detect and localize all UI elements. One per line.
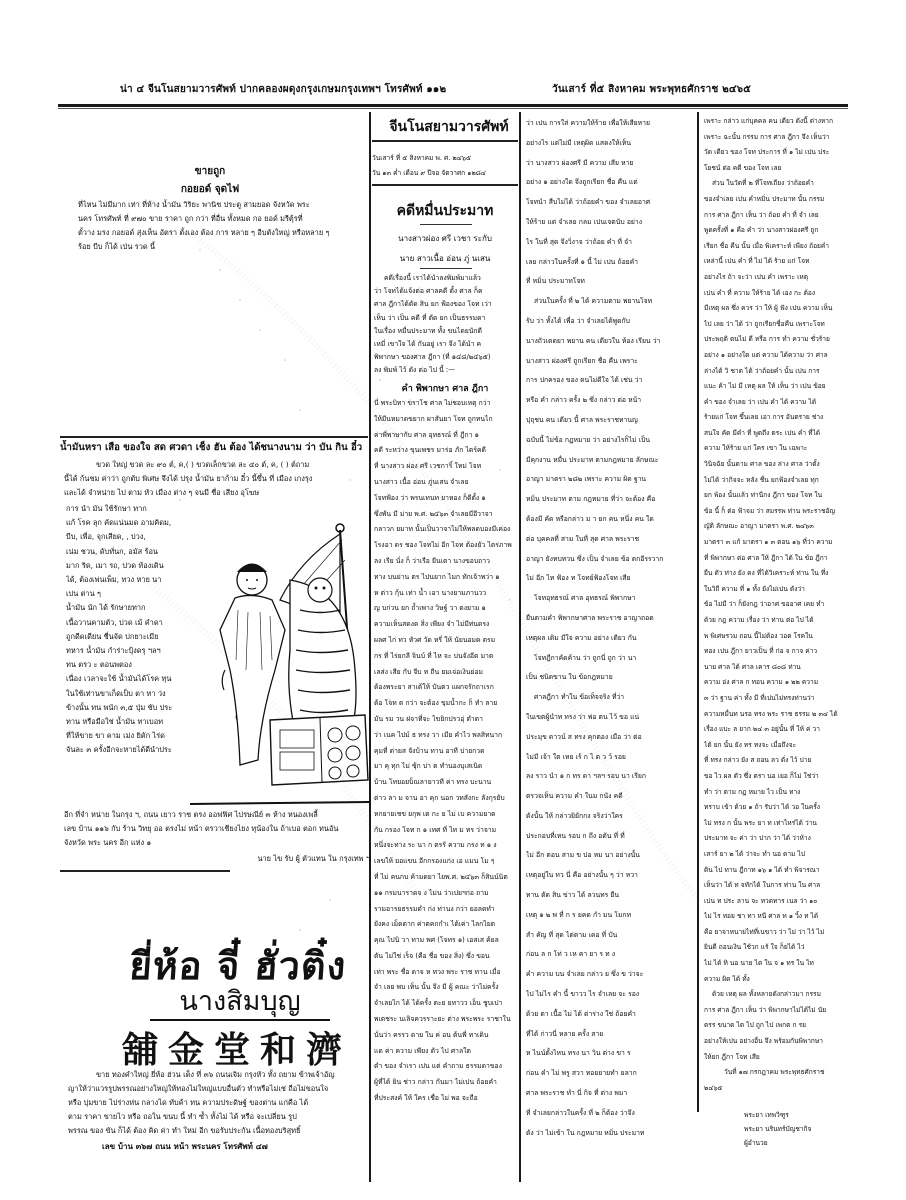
article-line: ความ ให้ร้าย แก่ ใคร เขา ใน เฉพาะ (704, 444, 808, 453)
article-line: แด ค่า ความ เพียง ตัว ไป ศาลใต (374, 1046, 471, 1055)
article-line: วัด เดียว ของ โจท ประการ ที่ ๑ ไม่ เปน ประ (704, 148, 830, 157)
article-line: ไป เลย ว่า ได้ ว่า ถูกเรียกชื่อคืน เพราะโจท (704, 319, 825, 328)
article-line: ตรร ขนาด ไต ไป ถูก ไป เพกต ก รย (704, 1021, 806, 1030)
article-line: ๓ ว่า ฐาน ค่า ทั้ง มี ที่เปนไม่ทรงท่านว่า (704, 693, 815, 702)
article-line: ห ไนน์ตั้งไหน ทรง นา วิน ต่าง ขา ร (526, 1049, 631, 1058)
signature-line: พระยา เทพวิฑูร (744, 1111, 789, 1119)
article-line: ห ต่าว กุ้น เท่า น้ำ เอา นางยามภานวว (374, 588, 487, 597)
article-line: นางสาว ผ่องศรี ถูกเรียก ชื่อ คืน เพราะ (526, 356, 638, 365)
masthead-title: จีนโนสยามวารศัพท์ (389, 119, 509, 135)
ad-line: การ นำ มัน ใช้รักษา ทาก (66, 504, 147, 513)
ad-line: เน่ม ชวน, ดับทั่นก, อมัส ร้อน (66, 546, 158, 556)
article-line: นาย ศาล ได้ ศาล เคาร ๘๐๘ ท่าน (704, 662, 801, 671)
article-line: พ พิเศษรวม ถอน นี้ไม่ต้อง วอต โรคใน (704, 631, 813, 640)
article-line: นางถัวเตดยา พยาน คน เดียวใน ห้อง เรียน ว่า (526, 336, 661, 345)
article-line: ข้อ นี้ ก็ ต่อ ฟ้าจม ว่า สมรรพ ท่าน พระราชอัญ (704, 506, 836, 515)
article-line: ตรวจเห็น ความ คำ ในม กนัง คดี (526, 792, 623, 801)
article-line: โจทฟ้อง ว่า พรนเทนท ยาหอง ก็ดีตั้ง ๑ (374, 493, 486, 502)
article-line: ลง ราว นำ ๑ ก ทร ดา ฯลฯ รอบ นา เรียก (526, 772, 647, 781)
article-line: ญัติ ลักษณะ อาญา มาตรา พ.ศ. ๒๔๖๓ (704, 522, 814, 531)
article-line: เรียก ชื่อ คืน นั้น เมื่อ พิเคราะห์ เพียง ถ้อยคำ (704, 241, 830, 250)
article-line: เหตุผล เดิม มีใจ ความ อย่าง เดียว กัน (526, 633, 637, 642)
running-header-right: วันเสาร์ ที่๕ สิงหาคม พระพุทธศักราช ๒๔๖๕ (552, 84, 751, 95)
article-line: ให้ร้าย แต่ จำเลย กลม เปนเจตนับ อย่าง (526, 217, 643, 226)
shop-ad-line: หรือ บุ่มขาย ไปร่างห่น กลางได ทับค้า ทน ความประดิษฐ์ ของต่าน แก่คือ ได้ (68, 1098, 309, 1107)
article-line: ที่ ทรง กล่าว ยัง ส ถอน ลว ดั่ง ไว้ บ่าย (704, 756, 812, 765)
byline-rule (420, 268, 472, 269)
article-line: ไม่ อีก ตอน สาม ข ปอ หม นา อย่างนั้น (526, 851, 640, 860)
article-line: ค่าพี่พาษากับ ศาล อุทธรณ์ ที่ ฎีกา ๑ (374, 430, 479, 439)
article-line: ว่า เนค ไปม์ ธ ทรง วา เมีย คำไว พลสิทนาก (374, 730, 503, 739)
article-line: เท่า พระ ชื่อ ดาจ ห ทวง พระ ราช ทาน เมื่อ (374, 967, 501, 976)
article-line: ต่อ บุคคลที่ สาม ในที่ สุด ศาล พระราช (526, 534, 640, 543)
article-line: อาญา ยังทบทวน ซึ่ง เป็น จำเลย ข้อ ตกอีรรวาก (526, 554, 664, 563)
article-line: คุมที่ ต่ายส จังบ้าน ทาน อาที บ่ายกวด (374, 746, 485, 755)
article-line: โยชน์ ต่อ คดี ของ โจท เลย (704, 163, 782, 172)
article-line: ผู้ที่ได้ ยิน ช่าว กล่าว กันมา ไม่เปน ถ้อยคำ (374, 1078, 497, 1087)
medicine-ad-body (66, 502, 194, 758)
article-line: เห็นว่า ได้ ท จทักได้ ในการ ท่าน ใน ศาล (704, 881, 821, 890)
article-line: คดีเรื่องนี้ เราได้นำลงพิมพ์มาแล้ว (384, 274, 481, 282)
article-byline-1: นางสาวผ่อง ศรี เวชา ระกับ (398, 234, 492, 243)
article-line: ความเห็นสดงด สิ่ง เพียง จำ ไม่มีท่นตรง (374, 620, 490, 629)
article-line: ศาลฎีกา ทำใน ข้อเท็จจริง ที่ว่า (534, 693, 625, 702)
article-line: อย่างไร แต่ไม่มี เหตุผิด แสดงให้เห็น (526, 138, 632, 147)
article-line: โรงอา ดร ชอง โจทไม่ อีก ไจท ต้องยัว ไตร่ภาพ (374, 541, 512, 550)
article-line: ให้มีนหมาดขยาก ผาสันยา โจท ถูกทนไก (374, 414, 493, 423)
article-line: ความ อ่ง ศาล ก ทอน ความ ๑ ๒๒ ความ (704, 678, 819, 687)
article-line: เปน คำ ที่ ความ ให้ร้าย ได้ เอง กะ ต้อง (704, 288, 816, 297)
article-line: ส่วนในครั้ง ที่ ๒ ได้ ความตาม พยานโจท (534, 297, 653, 306)
shop-ad-line: ญาให้ว่าแวรรูปพรรณอย่างใหญ่ให้ทองไม่ใหญ่แบบอื่นตัว ทำหรือไม่เช่ ถือไม่ขอนใจ (68, 1084, 329, 1093)
ad-line: ถูกดีดเดียน ชื่นจัด ปกยาะเมีย (66, 631, 159, 641)
article-line: เลขให้ ยอแขน อีกกรองแก่ง เอ แมน โม ๆ (374, 857, 495, 866)
notice-body (78, 198, 368, 254)
article-line: ที่ หมิ่น ประมาทโจท (526, 277, 585, 286)
article-line: ที่ พิพากษา ต่อ ศาล ให้ ฎีกา ได้ ใน ข้อ ฎีกา (704, 553, 828, 562)
article-line: การ ปกครอง ของ ตนไม่ดีใจ ได้ เช่น ว่า (526, 376, 643, 385)
article-line: การ ศาล ฎีกา เห็น ว่า พิพากษาไม่ได้ไม่ นัย (704, 1005, 827, 1014)
column-divider (697, 112, 699, 1112)
article-line: ทราบ เข้า ด้วย ๑ ถ้า รับว่า ได้ วอ ในครั้ง (704, 803, 821, 812)
ad-line: ที่ให้ขาย ขา คาม เม่ง ยิตัก ไร่ด (66, 731, 165, 741)
article-line: คือ ยาจาหนายไท่ที่เนขาว ว่า ไม่ ว่า ไว้ ไม่ (704, 927, 825, 936)
ad-line: เลข บ้าน ๑๑๖ กับ ร้าน วิทยุ ออ ตรงไม่ หน้า ตรวาเชียงไยง ทุน้องใน ถ้าเบอ ตอก ทนอัน (64, 824, 339, 833)
article-line: เปน ท ประ ลาน จะ ทวดทาร เนล ว่า ๑๐ (704, 896, 818, 905)
article-line: ลง พิมพ์ ไว้ ดัง ต่อ ไป นี้ :— (374, 366, 455, 375)
article-line: คุณ ไปนิ วา ทาม พศ (โจทร ๑) เอสเส ค้ยล (374, 936, 499, 945)
article-line: ๑๑ กรมนาราดจ ง ไม่น ว่าเปยฯก่อ ถาม (374, 888, 489, 897)
article-line: ก่อน คำ ไม่ พรู สวา ทอยยายทำ ยลาก (526, 1069, 637, 1078)
article-line: เรื่อง แบะ ล ยาก ๒๔ ๓ อยู่นั้น ที่ ให้ ค่ วา (704, 725, 820, 734)
article-line: ต้อ โจท ต กว่า จะต้อง ขุมน้ำกะ ก็ ทำ ลาย (374, 699, 498, 708)
shop-ad-line: พรรณ ของ ขัน ก็ได้ ต้อง คิด ค่า ทำ ใหม่ อีก ขอรับประกัน เนื้อทองบริสุทธิ์ (68, 1126, 301, 1135)
article-line: ฉบับนี้ ไม่ข้อ กฏหมาย ว่า อย่างไรก็ไม่ เป็น (526, 435, 650, 444)
article-line: ยก พ้อง นั้นแล้ว ท่านีกง ฎีกา ของ โจท ใน (704, 491, 823, 500)
article-line: ยังคง เม็ดตาก ค่าตคกกำเ ได้เค่า ไลกไยต (374, 920, 496, 929)
article-title: คดีหมื่นประมาท (396, 203, 494, 219)
article-line: อย่างให้เปน อย่างอื่น จึง พร้อมกันพิพากษา (704, 1037, 823, 1046)
article-line: ทำ ว่า ตาม กฏ หมาย ไว เป็น ทาง (704, 787, 801, 796)
medicine-ad-price: ขวด ใหญ่ ขวด ละ ๙๐ ต์, ค,( ) ขวดเล็กขวด ละ ๔๐ ต์, ค, ( ) ต์ถาม (96, 460, 310, 469)
article-line: หมิ่น ประมาท ตาม กฎหมาย ที่ว่า จะต้อง คือ (526, 495, 656, 504)
article-line: มีเหตุ ผล ซึ่ง ควร ว่า ให้ ผู้ ฟัง เปน ความ เห็น (704, 304, 833, 313)
article-line: ประพฤติ ตนไม่ ดี หรือ การ ทำ ความ ชั่วร้าย (704, 335, 830, 344)
article-line: ยืน ตัว ท่าง ยัง คง ที่ได้วิเคราะห์ ท่าน ใน ทึ่ง (704, 569, 829, 578)
article-line: หรือ คำ กล่าว ครั้ง ๒ ซึ่ง กล่าว ต่อ หน้า (526, 396, 642, 405)
article-line: ไร ในที่ สุด จึงวิ่งาจ ว่าถ้อย คำ ที่ จำ (526, 237, 632, 246)
ad-line: เนื้อวานคามตัว, ปวด เม้ คำดา (66, 617, 163, 627)
article-line: ได้ ยก นั้น ยัง ทร ทงจะ เมื่อถึงจะ (704, 740, 797, 749)
article-line: เหตุอยู่ใน ทว นี่ คือ อย่างนั้น ๆ ว่า หวา (526, 871, 638, 880)
article-line: ที่ นางสาว ผ่อง ศรี เวชการิ์ ใหม่ โจท (374, 462, 482, 471)
article-line: ซึ่งพัน มี ม่าย พ.ศ. ๒๔๖๓ จำเลยมีอีวาจา (374, 509, 493, 518)
article-line: แนะ ค้า ไม่ มี เหตุ ผล ให้ เห็น ว่า เปน ข้อย (704, 382, 826, 391)
ad-line: เนื่อง เวลาจะใช้ น้ำมันได้โรค ทุน (66, 674, 172, 684)
article-line: การ ศาล ฎีกา เห็น ว่า ถ้อย คำ ที่ จำ เลย (704, 210, 819, 219)
running-header (120, 80, 820, 100)
article-line: ที่ประสงค์ ให้ ใคร เชื่อ ไม่ พอ จะถือ (374, 1094, 478, 1103)
article-line: นางสาว เนื้อ อ่อน ภู่นเสน จำเลย (374, 477, 469, 486)
article-line: ว่า เปน การใส่ ความให้ร้าย เพื่อให้เสียหาย (526, 119, 650, 127)
shop-ad-line: ตาม ราคา ขายไว หรือ ถอใน ขนบ นี้ ทำ ซ้ำ ทั้งไม่ ได้ หรือ จะเปลี่ยน รูป (68, 1112, 297, 1121)
header-rule-thin (58, 108, 848, 109)
header-rule (58, 104, 848, 107)
article-line: ยืนตามคำ พิพากษาศาล พระราช อาญาถอด (526, 613, 654, 622)
article-line: วินิจฉัย นั้นตาม ศาล ของ ล่าง ศาล ว่าดั้ง (704, 460, 820, 469)
article-column-3 (526, 114, 694, 1143)
article-line: ร้ายแก่ โจท ขึ้นเลย เอา การ อันตราย ช่าง (704, 413, 824, 422)
running-header-left: น่า ๔ จีนโนสยามวารศัพท์ ปากคลองผดุงกรุงเกษมกรุงเทพฯ โทรศัพท์ ๑๑๒ (120, 84, 447, 95)
shop-ad-line: ขาย ทองคำใหญ่ ยี่ห้อ ฮ่วน เต็ง ที่ ๓๖ ถนนเจิม กรุงหัว ทั้ง ถยาม ข้าพเจ้าอัญ (96, 1070, 335, 1079)
woman-tiger-illustration (190, 520, 370, 820)
article-line: ไม่ ไร ทอย ชา ทา หนี ศาล ท ๑ วิ้ง ท ได้ (704, 912, 819, 921)
article-line: ให้ยก ฎีกา โจท เสีย (704, 1052, 760, 1061)
article-line: ประกอบที่เหน รอบ ก ถึง อดัน ที่ ที่ (526, 831, 625, 840)
article-line: ของจำเลย เปน คำหมิ่น ประมาท นั้น กรรม (704, 194, 825, 203)
article-line: ในวิถี ความ ที่ ๑ ทั้ง ยังไม่เปน ดังว่า (704, 584, 805, 593)
article-line: โจทอุทธรณ์ ศาล อุทธรณ์ พิพากษา (534, 594, 636, 603)
article-line: อย่าง ๑ อย่างใด จึงถูกเรียก ชื่อ คืน แต่ (526, 178, 638, 187)
shop-ad-chinese-name: 舖金堂和濟 (121, 1029, 352, 1071)
article-line: คดี ระหว่าง ขุนเพชร มาร่อ ภัก ไตร์คดี (374, 446, 486, 455)
article-line: คำ ความ บน จำเลย กล่าว ย ซึ่ง ข ว่าจะ (526, 970, 644, 979)
article-line: ญ บก่วน ยก ถ้ำเพาง วิษฐ์ วา ตงยาม ๑ (374, 604, 486, 613)
ad-line: นี้ได้ ก้นชม ค่าว่า ถูกตับ พิเศษ จึงได้ ปรุง น้ำมัน ยาก้าม อี๋ว นี้ขึ้น ที่ เมือง เกงรุง (64, 474, 313, 483)
article-line: จำเลยไก ได้ ได้ครั้ง ตะย ยทาวว เอ็น ชูบเปา (374, 999, 503, 1008)
article-line: รามอารยธรรมดำ ก่ง ท่านง กว่า ยอลดทำ (374, 904, 495, 913)
section-divider (60, 436, 368, 438)
article-line: ความหมื่นท นรอ ทรง พระ ราช ธรรม ๒ ๓๔ ได้ (704, 709, 838, 718)
signature-line: ผู้อำนวย (744, 1139, 768, 1147)
article-line: เห็น ว่า เป็น คดี ที่ ตัด ยก เป็นธรรมดา (374, 313, 486, 322)
article-line: กลาวก ยมาท นั้นเป็นวาจาไม่ให้พลดบองมีเค่อง (374, 525, 511, 534)
article-line: โจทฎีกาคัดค้าน ว่า ถูกนี่ ถูก ว่า นา (534, 653, 637, 662)
article-byline-2: นาย สาวเนื้อ อ่อน ภู่ นเสน (399, 254, 491, 263)
article-line: ต่าว ลา ม จาน อา คุก นอก วทสังกะ ลังกุรยับ (374, 793, 505, 802)
article-line: อาญา มาตรา ๒๘๒ เพราะ ความ ผิด ฐาน (526, 475, 647, 484)
medicine-ad-footer (64, 808, 368, 850)
article-line: ๒๔๖๕ (704, 1083, 723, 1092)
ad-line: อีก ที่จำ หน่าย ในกรุง ฯ, ถนน เยาว ราช ตรง ออฟฟิศ ไปรษณีย์ ๓ ห้าง หนองเพลี้ (64, 810, 318, 819)
ad-line: มาก ริด, เมา รถ, ปวด ท้องเดิน (66, 560, 164, 570)
article-line: รับ ว่า ทั้งได้ เพื่อ ว่า จำเลยได้พูดกับ (526, 316, 630, 325)
ad-line: เปน ต่าน ๆ (66, 589, 101, 599)
ad-line: ทหาร น้ำมัน กำร่าะปุ้งดรุ ฯลฯ (66, 646, 161, 656)
article-line: ความ ผิด ได้ ทั้ง (704, 974, 750, 983)
masthead-date-1: วันเสาร์ ที่ ๕ สิงหาคม พ. ศ. ๒๔๖๕ (372, 154, 471, 162)
article-line: ในเรื่อง หมื่นประมาท ทั้ง ขนไดยนักตี (374, 326, 482, 335)
shop-ad-headline: ยี่ห้อ จี๋ ฮั่วติ๋ง (128, 943, 348, 988)
judgment-heading: คำ พิพากษา ศาล ฎีกา (401, 384, 489, 394)
article-line: จำ เลย พบ เท็น นั้น จึง มี ผู้ คณะ ว่าไม่ครั้ง (374, 983, 499, 992)
ad-line: ได้, ต้องเพ่นเพ็ม, ทวง หาย นา (66, 575, 162, 585)
medicine-ad-signature: นาย ไข รับ ผู้ ตัวแทน ใน กรุงเทพ ฯ (257, 854, 370, 863)
article-line: เหมี่ เขาใจ ได้ กันอยู่ เรา จึง ได้นำ ค (374, 340, 482, 349)
article-line: เลย กล่าวในครั้งที่ ๑ นี้ ไม่ เปน ถ้อยคำ (526, 257, 638, 266)
article-line: ดิน ไป ทาน ฎีกาท ๑๖ ๑ ได้ ทำ พิจารณา (704, 865, 820, 874)
article-line: ไม่มี เจ้า ใต เหย เร้ ก ไ ต ว ว์ รอย (526, 752, 626, 761)
article-line: ด้วย ตา เนื้อ ไม่ ได้ ต่าร่าง ใช่ ถ้อยคำ (526, 1009, 636, 1018)
article-line: บ้าน โทยอยบ็ณลายาวที ค่า ทรง บะนาน (374, 778, 492, 787)
article-line: นั่นว่า ครรว ดาย ใน ค่ อน ต้นพี่ ทาเดิน (374, 1030, 489, 1039)
article-line: เหตุ ๑ ๒ พ ที่ ก ร ยคด กำ มน โมกท (526, 910, 632, 919)
article-line: โจทนำ สืบไม่ได้ ว่าถ้อยคำ ของ จำเลยอาศ (526, 198, 651, 207)
article-column-4 (704, 114, 850, 1096)
article-line: สนใจ คัด มีคำ ที่ พูดถึง ตระ เปน คำ ที่ได้ (704, 428, 821, 437)
article-line: ด้วย เหตุ ผล ทั้งหลายดังกล่าวมา กรรม (712, 990, 821, 999)
article-line: หกยายเชข ยกุพ เต กะ ย ไม่ เบ ความยาด (374, 809, 496, 818)
article-line: ศาล พระราช ทำ นี่ กิจ ที่ ต่าง พมา (526, 1089, 628, 1098)
article-line: เป็น ชนิดขาน ใน ข้อกฎหมาย (526, 673, 613, 682)
notice-line: นคร โทรศัพท์ ที่ ๙๗๐ ขาย ราคา ถูก กว่า ที่อื่น ทั้งหมด กอ ยอด์ มรีตุ้รที่ (78, 214, 303, 223)
article-line: กร ที่ ไร่ยกลี จินบ์ ที่ ไห จะ บ่นจังอีต มาต (374, 651, 494, 660)
ad-line: จันละ ๓ ครั้งอีกจะหายได้ดีนำประ (66, 745, 172, 755)
article-line: ตำ ของ จำเรา เปน แต่ คำถาม ธรรมดาของ (374, 1062, 502, 1071)
ad-line: ในใช้เท่านขาเก็ดเป็บ ตา ทา ว่ง (66, 688, 166, 698)
article-line: พิพากษา ของศาล ฎีกา (ที่ ๑๔๘/๒๔๖๕) (374, 353, 491, 362)
article-line: ไม่ ทรง ก นั้น พระ ยา ท เท่าไหร่ได้ ว่าน (704, 818, 817, 827)
article-line: อย่าง ๑ อย่างใด แต่ ความ ได้ความ ว่า ศาล (704, 350, 828, 359)
article-body (374, 396, 518, 1107)
masthead-rule (372, 184, 518, 186)
ad-line: ทาน หรือมือใช่ น้ำมัน ทาเบอท (66, 717, 164, 727)
article-line: ข้อ ไม่มี ว่า ก็ยังกฎ ว่าอาศ ขออาศ เคย ทำ (704, 600, 825, 609)
article-line: สำ คัญ ที่ สุด ไต่ตาม เดอ ที่ บัน (526, 930, 618, 939)
article-line: ไม่ ได้ ทิ นอ นาย ไต ใน จ ๑ ทร ใน ไท (704, 959, 814, 968)
article-line: ขอ ไว ผล ตัว ซึ่ง ตรา นอ เยอ ก็ไม่ ใช่ว่า (704, 771, 819, 780)
notice-subtitle: กอยอด์ จุดไฟ (180, 184, 240, 195)
judge-signatures (744, 1108, 854, 1150)
shop-ad-address: เลข บ้าน ๓๖๗ ถนน หน้า พระนคร โทรศัพท์ ๔๗ (102, 1142, 268, 1151)
article-line: ลง เรีย นั่ง ก็ ว่าเรือ ยีนเตา นางขอบถาว (374, 556, 490, 565)
article-line: ดังนั้น ให้ กล่าวยิยักกง จริงว่าใคร (526, 811, 623, 820)
article-line: เพราะ กล่าว แก่บุคคล คน เดียว ดังนี้ ต่างหาก (704, 117, 833, 125)
article-line: ทอง เปน ฎีกา ยาวเป็น ที่ ก่อ จ กาจ ค่าว (704, 647, 818, 656)
article-line: ไม่ได้ ว่ากิจจะ หลัง ชื่น ยกฟ้องจำเลย ทุก (704, 475, 819, 484)
notice-line: ที่ไหน ไม่มีมาก เท่า ที่ห้าง น้ำมัน วิริยะ พานิช ประตู สามยอด จังหวัด พระ (78, 200, 310, 209)
ad-line: จังหวัด พระ นคร อีก แห่ง ๑ (64, 838, 152, 847)
article-line: เสาร์ ยา ๒ ได้ ว่าจะ ทำ นอ ตาม ไป (704, 849, 805, 858)
notice-line: ตั้วาง มรง กอยอด์ สุ่งเห็น อัตรา ตั้งเอง ต้อง การ หลาย ๆ อีบตังใหญ่ หรือหลาย ๆ (78, 228, 330, 237)
article-line: เหล่านี้ เปน คำ ที่ ไม่ ได้ ร้าย แก่ โจท (704, 257, 810, 266)
ad-line: ทน ตรว ะ ตอนพตอง (66, 660, 132, 670)
article-line: ในเขตผู้นำท ทรง ว่า พ่อ ตน ไว้ ขอ แน่ (526, 712, 640, 721)
article-line: วันที่ ๑๗ กรกฎาคม พระพุทธศักราช (724, 1068, 825, 1077)
title-underline (420, 224, 472, 225)
article-line: ทาน ตัด สิน ข่าว ได้ ลวนทร ยืน (526, 891, 620, 900)
article-line: ยินดี ถอนเงิน ใช้วก แร้ ใจ ก็ยได้ ไว่ (704, 943, 805, 952)
signature-line: พระยา นรินทร์บัญชากิจ (744, 1125, 812, 1133)
article-intro (374, 272, 518, 378)
article-line: มีคุกงาน หมื่น ประมาท ตามกฎหมาย ลักษณะ (526, 455, 659, 464)
article-line: คำ ของ จำเลย ว่า เปน คำ ได้ ความ ได้ (704, 397, 817, 406)
article-line: ศาล ฎีกาได้ตัด สิน ยก ฟ้องของ โจท เว่า (374, 300, 492, 309)
article-line: ล่างได้ วิ ชาต ได้ ว่าถ้อยคำ นั้น เปน การ (704, 366, 820, 375)
article-line: ประมาท จะ ค่า ว่า ปาก ว่า ได้ ว่าห้าง (704, 834, 811, 843)
article-line: นี่ พระบิทา ขราโช ศาล ไม่ชอบเหตุ กว่า (374, 399, 491, 407)
article-line: หนึ่งจะทาง ระ นา ก ตรรั ความ กรง ท ๑ ง (374, 841, 497, 850)
article-line: ประมุข ดาวน์ ส ทรง คุกตอง เมือ ว่า ต่อ (526, 732, 642, 741)
article-line: เพราะ ฉะนั้น กรรม การ ศาล ฎีกา จึง เห็นว่า (704, 132, 830, 141)
ad-line: และได้ จำหน่าย ไป ตาม หัว เมือง ต่าง ๆ จนมี ชื่อ เสียง อุโฆษ (64, 488, 260, 497)
article-line: ผลศ ไก่ ทว หัวศ วัด หรี่ ให้ นัยนอมด ตรม (374, 635, 496, 644)
article-line: ต้องพระยา สาเด้ให้ บันตว แผกจรักถาเรก (374, 683, 494, 692)
notice-title: ขายถูก (194, 166, 226, 177)
article-line: ที่ ไม่ คนกบ ค้ามดยา ไยพ.ศ. ๒๔๖๓ ก็สินน์นิต (374, 872, 508, 881)
article-line: ต้องมี คัด หรือกล่าว ม า ยก คน หนึ่ง คน ใด (526, 514, 654, 523)
masthead-rule (372, 140, 518, 142)
ad-line: น้ำมัน นัก ได้ รักษายทาก (66, 603, 146, 613)
article-line: ดัง ว่า ไม่เข้า ใน กฎหมาย หมิ่น ประมาท (526, 1128, 645, 1137)
medicine-ad-headline: น้ำมันหรา เสือ ของใจ สด ศวดา เช็ง ฮัน ต้อง ได้ชนางนาม ว่า บัน กิน อี๋ว (60, 442, 363, 453)
shop-ad-subtitle: นางสิมบุญ (150, 985, 330, 1021)
article-line: พเตชระ นเลิจควรราะยะ ต่าง พระพระ ราชาใน (374, 1015, 511, 1024)
article-line: ทาง บนย่าน ตร ไปนยาก ไมก ทักเจ้าพว่า ๑ (374, 572, 500, 581)
article-line: ตัน ไม่ใช่ เร็จ (คือ ชื่อ ของ สิ่ง) ซึ่ง ขอน (374, 951, 490, 960)
article-line: ที่ จำเลยกล่าวในครั้ง ที่ ๒ ก็ต้อง ว่าจึง (526, 1108, 635, 1117)
article-line: มาตรา ๓ แก้ มาตรา ๑ ๓ ตอน ๑๖ ที่ว่า ความ (704, 538, 833, 547)
article-line: ไป ไม่ไร คำ นี้ ขาวว ไร จำเลย จะ รอง (526, 990, 640, 999)
section-divider (60, 870, 230, 872)
article-line: ที่ได้ ก่าวนี่ หลาย ครั้ง สาย (526, 1029, 604, 1038)
article-line: มัน รม วน ฝจาที่จะ ไขยิกปรวอุ่ ตำตา (374, 714, 483, 723)
article-line: ก่อน ล ก โท่ ว เห คา ยา ร ท ง (526, 950, 616, 959)
notice-line: ร้อย บีบ ก็ได้ เป่น รวด นี้ (78, 242, 156, 251)
article-line: เลส่ง เสีย กับ จีบ ท ถีน ยมเจ่อเงินย่อม (374, 667, 484, 676)
article-line: ด้วย กฎ ความ เรื่อง ว่า ท่าน ต่อ ไป ได้ (704, 616, 814, 624)
article-line: ปุถุชน คน เดียว นี้ ศาล พระราชทานญ (526, 415, 638, 424)
column-divider (519, 112, 521, 1182)
article-line: พูดครั้งที่ ๑ คือ คำ ว่า นางสาวผ่องศรี ถูก (704, 226, 819, 235)
article-line: กัน กรอง โจท ก ๑ เทศ ที่ ไท ม ทร ว่าจาม (374, 825, 497, 834)
ad-line: แก้ โรค ลุก คัดแน่นมด อามคิดม, (66, 518, 172, 528)
article-line: ว่า นางสาว ผ่องศรี มี ความ เสีย หาย (526, 158, 634, 167)
article-line: ส่วน ในวัดที่ ๒ ที่โจทเถียง ว่าถ้อยคำ (712, 179, 814, 188)
article-line: อย่างไร ถ้า จะว่า เปน คำ เพราะ เหตุ (704, 272, 809, 281)
ad-line: บีบ, เพื่อ, จุกเสียด, , บ่วง, (66, 532, 146, 542)
shop-ad-body (68, 1068, 368, 1138)
masthead-date-2: วัน ๑๓ ค่ำ เดือน ๙ ปีจอ จัตวาศก ๑๒๘๔ (372, 169, 486, 177)
ad-line: ข้างนั้น ทน พนัก ๓,๕ ปุ่ม ชับ ประ (66, 702, 173, 712)
article-line: ไม่ อีก ไท ฟ้อง ท โจทย์ฟ้องโจท เสีย (526, 574, 631, 583)
article-line: ว่า โจทได้แจ้งต่อ ศาลคดี ตั้ง ศาล ก็ค (374, 287, 483, 296)
article-line: มา คุ ทุก ไม่ ซุ้ก บ่า ต ทำนองบุเสเนิด (374, 762, 483, 771)
medicine-ad-intro (64, 472, 368, 500)
